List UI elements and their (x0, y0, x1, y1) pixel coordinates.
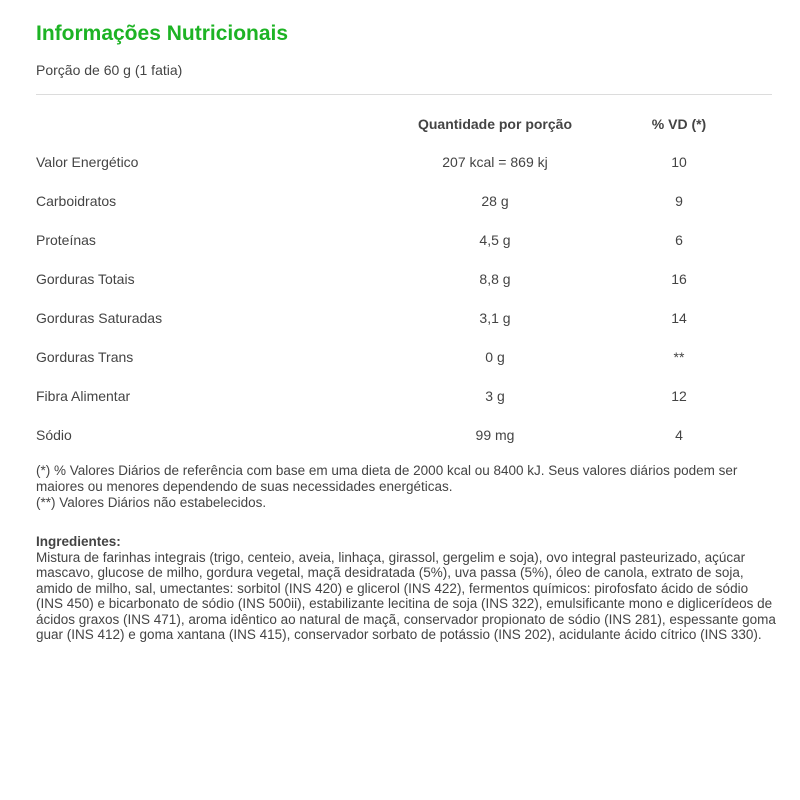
nutrient-quantity: 0 g (485, 349, 505, 365)
table-row (0, 347, 800, 386)
table-row (0, 191, 800, 230)
nutrient-quantity: 3,1 g (479, 310, 511, 326)
table-row (0, 386, 800, 425)
nutrient-name: Sódio (36, 427, 72, 443)
nutrient-quantity: 28 g (481, 193, 509, 209)
nutrient-vd: 14 (671, 310, 687, 326)
nutrient-name: Proteínas (36, 232, 96, 248)
portion-size: Porção de 60 g (1 fatia) (36, 62, 183, 78)
nutrition-table (0, 152, 800, 464)
table-header (0, 114, 800, 134)
nutrient-name: Gorduras Trans (36, 349, 134, 365)
table-row (0, 308, 800, 347)
nutrient-quantity: 207 kcal = 869 kj (442, 154, 548, 170)
column-header-vd: % VD (*) (651, 116, 707, 132)
ingredients-section (36, 534, 776, 643)
not-established-footnote: (**) Valores Diários não estabelecidos. (36, 495, 267, 510)
vd-footnote: (*) % Valores Diários de referência com base em uma dieta de 2000 kcal ou 8400 kJ. Seus valores diários podem ser maiores ou menores dependendo de suas necessidades energéticas. (36, 463, 738, 494)
nutrient-vd: 4 (675, 427, 683, 443)
footnotes (36, 463, 772, 511)
nutrient-name: Valor Energético (36, 154, 139, 170)
ingredients-text: Mistura de farinhas integrais (trigo, centeio, aveia, linhaça, girassol, gergelim e soja), ovo integral pasteurizado, açúcar mascavo, glucose de milho, gordura vegetal, maçã desidratada (5%), uva passa (5%), óleo de canola, extrato de soja, amido de milho, sal, umectantes: sorbitol (INS 420) e glicerol (INS 422), fermentos químicos: pirofosfato ácido de sódio (INS 450) e bicarbonato de sódio (INS 500ii), estabilizante lecitina de soja (INS 322), emulsificante mono e diglicerídeos de ácidos graxos (INS 471), aroma idêntico ao natural de maçã, conservador propionato de sódio (INS 281), espessante goma guar (INS 412) e goma xantana (INS 415), conservador sorbato de potássio (INS 202), acidulante ácido cítrico (INS 330). (36, 549, 776, 642)
column-header-quantity: Quantidade por porção (417, 116, 572, 132)
nutrient-name: Gorduras Saturadas (36, 310, 163, 326)
table-row (0, 152, 800, 191)
nutrient-vd: 12 (671, 388, 687, 404)
nutrient-vd: 9 (675, 193, 683, 209)
nutrient-quantity: 4,5 g (479, 232, 511, 248)
page-title: Informações Nutricionais (36, 22, 289, 45)
nutrient-vd: ** (673, 349, 685, 365)
nutrient-quantity: 3 g (485, 388, 505, 404)
nutrient-name: Gorduras Totais (36, 271, 135, 287)
divider (36, 94, 772, 95)
nutrient-vd: 6 (675, 232, 683, 248)
nutrient-vd: 10 (671, 154, 687, 170)
nutrient-name: Fibra Alimentar (36, 388, 131, 404)
nutrient-quantity: 8,8 g (479, 271, 511, 287)
nutrient-vd: 16 (671, 271, 687, 287)
nutrient-name: Carboidratos (36, 193, 117, 209)
ingredients-title: Ingredientes: (36, 534, 121, 549)
table-row (0, 230, 800, 269)
table-row (0, 425, 800, 464)
table-row (0, 269, 800, 308)
nutrient-quantity: 99 mg (475, 427, 515, 443)
